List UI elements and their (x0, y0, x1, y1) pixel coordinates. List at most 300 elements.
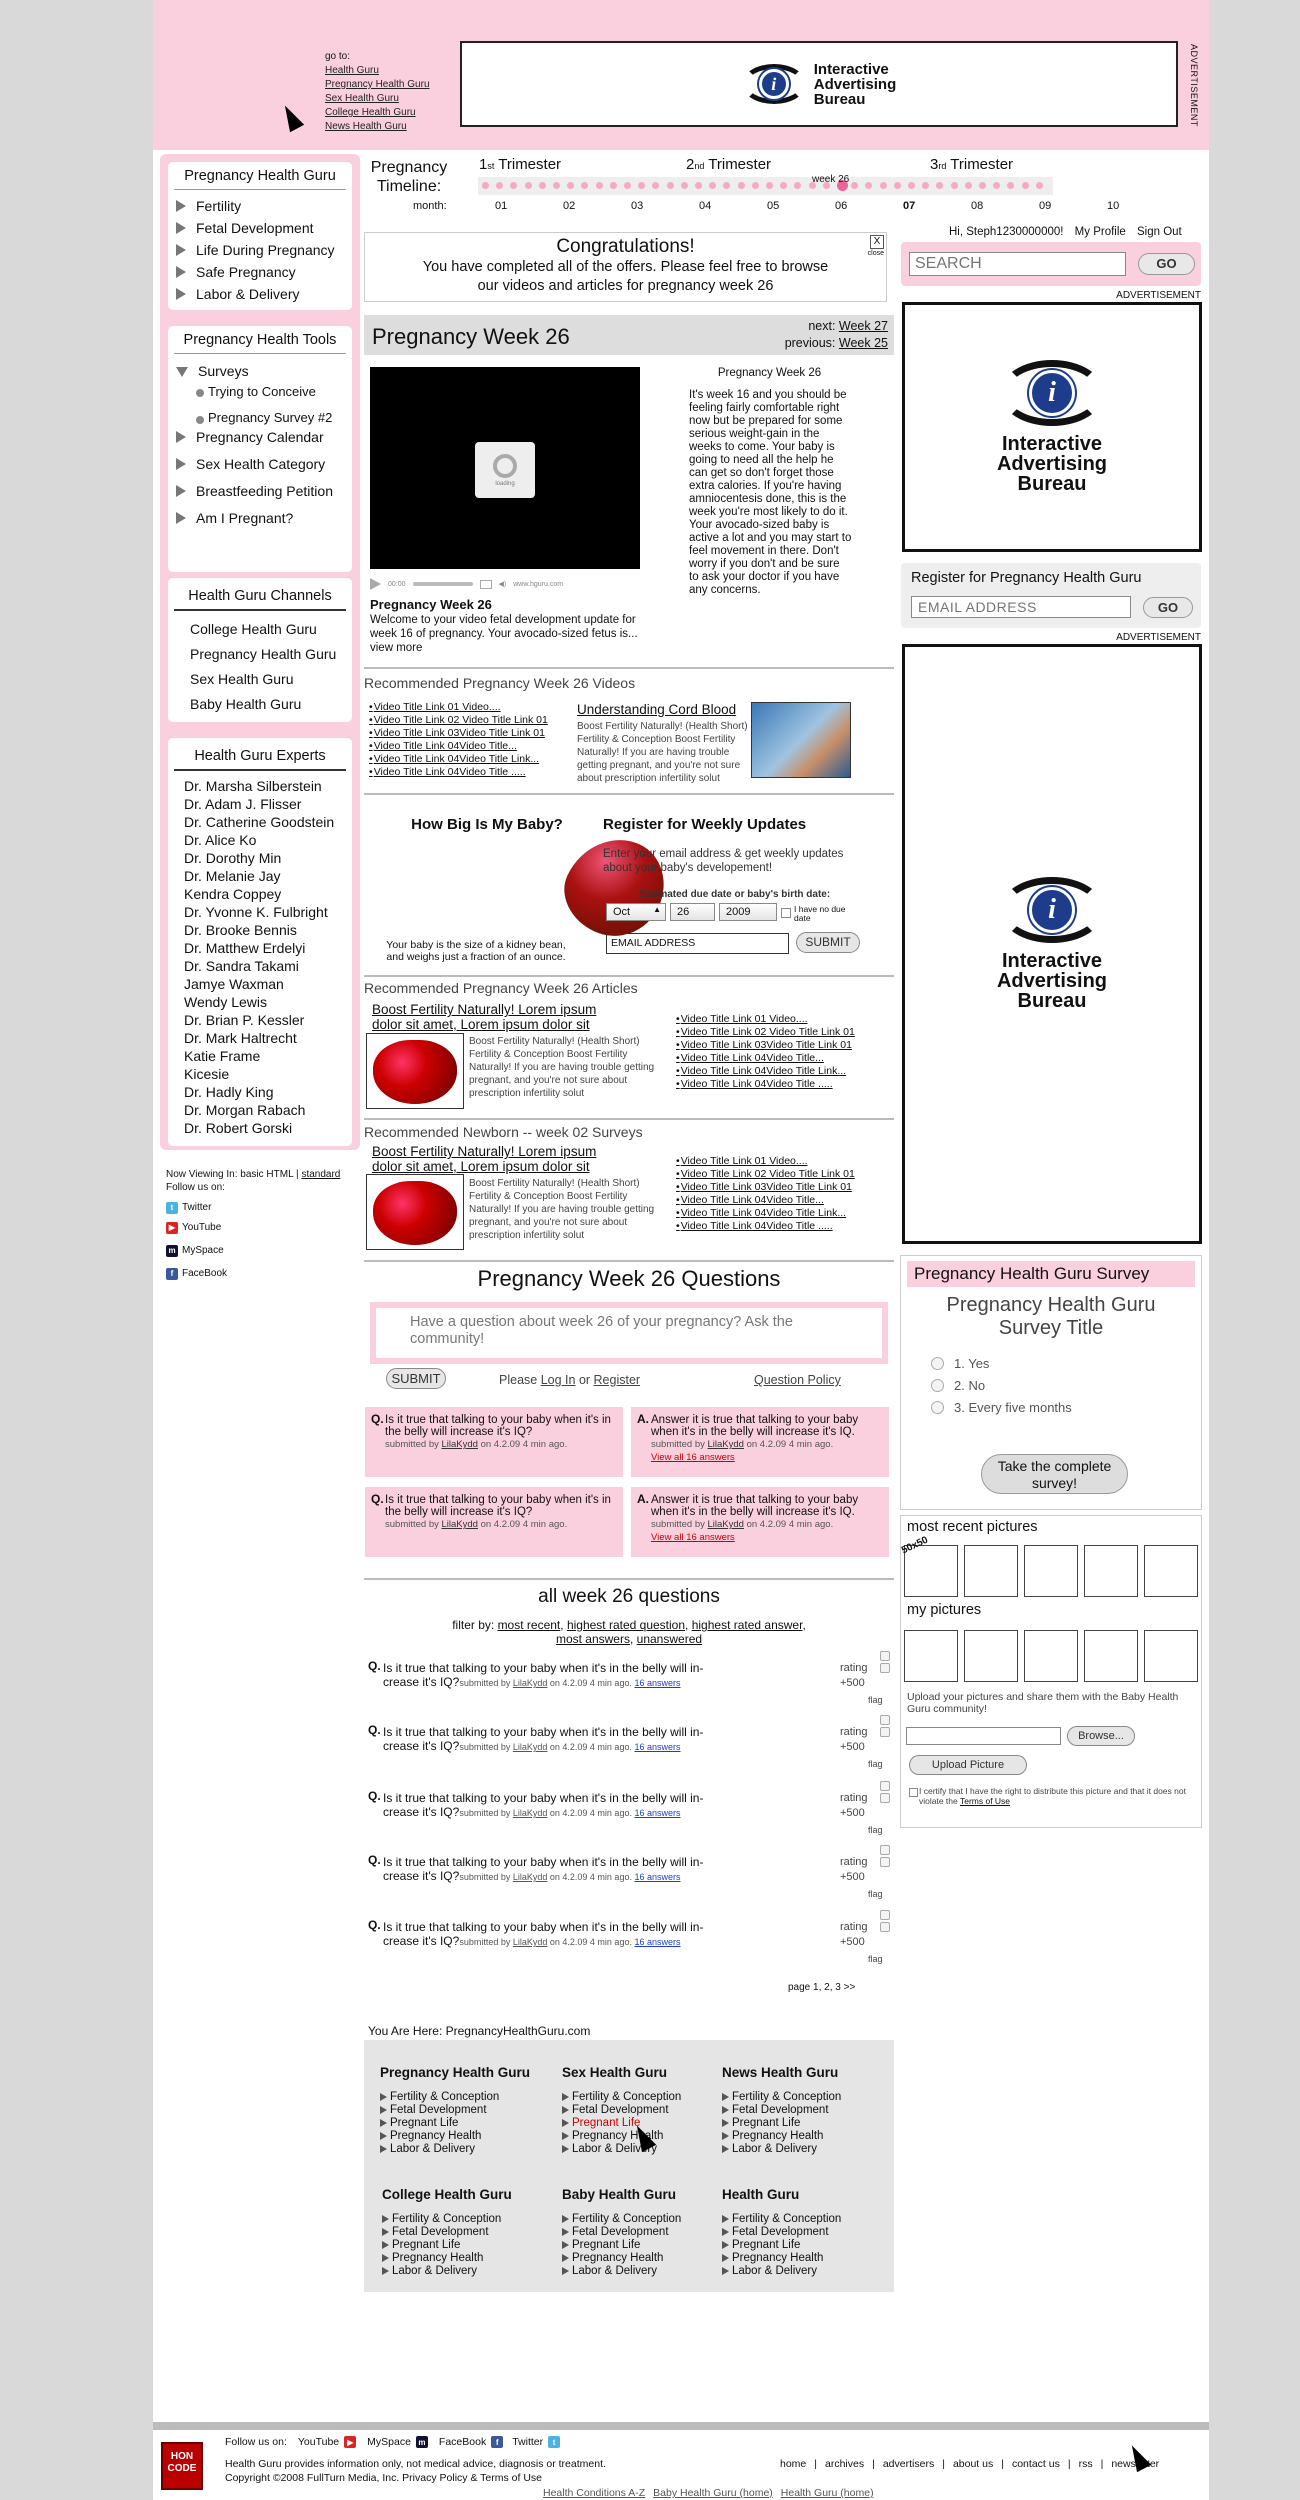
sitemap-column-title[interactable]: Pregnancy Health Guru (380, 2065, 531, 2080)
video-title-link[interactable]: • Video Title Link 02 Video Title Link 01 (676, 1026, 855, 1039)
sitemap-link[interactable]: Fertility & Conception (380, 2091, 530, 2104)
my-picture[interactable] (904, 1630, 958, 1682)
weekly-email-input[interactable]: EMAIL ADDRESS (606, 933, 789, 954)
video-player[interactable] (370, 367, 640, 569)
video-seek-bar[interactable] (413, 582, 473, 586)
sitemap-link[interactable]: Fetal Development (722, 2104, 841, 2117)
question-row[interactable] (364, 1918, 894, 1978)
goto-link-health-guru[interactable]: Health Guru (325, 65, 379, 76)
sitemap-link[interactable]: Fetal Development (382, 2226, 512, 2239)
answers-link[interactable]: 16 answers (634, 1742, 681, 1752)
file-input[interactable] (906, 1727, 1061, 1745)
question-row-title[interactable]: Is it true that talking to your baby when it's in the belly will in-crease it's IQ? (383, 1855, 704, 1883)
question-row[interactable] (364, 1853, 894, 1913)
sitemap-link[interactable]: Pregnancy Health (562, 2252, 681, 2265)
video-title-link[interactable]: • Video Title Link 03Video Title Link 01 (676, 1181, 855, 1194)
user-link[interactable]: LilaKydd (512, 1742, 548, 1752)
user-link[interactable]: LilaKydd (512, 1872, 548, 1882)
week-dot[interactable] (851, 182, 858, 189)
sitemap-column-title[interactable]: College Health Guru (382, 2187, 512, 2202)
week-dot[interactable] (908, 182, 915, 189)
rec-article-feature-title[interactable]: Boost Fertility Naturally! Lorem ipsum dolor sit amet, Lorem ipsum dolor sit (372, 1002, 597, 1032)
sitemap-link[interactable]: Pregnancy Health (722, 2130, 841, 2143)
upload-picture-button[interactable]: Upload Picture (909, 1755, 1027, 1775)
standard-link[interactable]: standard (301, 1169, 341, 1180)
hon-code-logo[interactable]: HON CODE (161, 2442, 203, 2490)
week-dot[interactable] (624, 182, 631, 189)
answers-link[interactable]: 16 answers (634, 1808, 681, 1818)
take-survey-button[interactable]: Take the complete survey! (981, 1454, 1128, 1494)
radio-icon[interactable] (931, 1357, 944, 1370)
trimester-1[interactable]: 1st Trimester (479, 156, 562, 173)
breadcrumb: You Are Here: PregnancyHealthGuru.com (368, 2024, 591, 2038)
goto-link-news[interactable]: News Health Guru (325, 121, 407, 132)
video-site: www.hguru.com (513, 580, 564, 588)
sitemap-link[interactable]: Pregnancy Health (562, 2130, 681, 2143)
sitemap-link[interactable]: Labor & Delivery (380, 2143, 530, 2156)
channel-college[interactable]: College Health Guru (190, 621, 317, 637)
vote-up-icon[interactable] (880, 1715, 890, 1725)
week-dot[interactable] (738, 182, 745, 189)
video-title-link[interactable]: • Video Title Link 04Video Title Link... (369, 753, 548, 766)
month-number[interactable]: 01 (495, 200, 508, 212)
prev-week-link[interactable]: Week 25 (838, 336, 888, 350)
filter-most-recent[interactable]: most recent (497, 1618, 561, 1632)
expert-link[interactable]: Dr. Brooke Bennis (184, 922, 297, 938)
my-pictures-title: my pictures (907, 1602, 982, 1618)
week-dot[interactable] (567, 182, 574, 189)
answers-link[interactable]: 16 answers (634, 1937, 681, 1947)
user-link[interactable]: LilaKydd (512, 1937, 548, 1947)
upload-text: Upload your pictures and share them with the Baby Health Guru community! (907, 1691, 1179, 1715)
month-number[interactable]: 02 (563, 200, 576, 212)
week-dot[interactable] (794, 182, 801, 189)
footer-link[interactable]: contact us (1011, 2458, 1060, 2470)
sitemap-link[interactable]: Labor & Delivery (722, 2143, 841, 2156)
sitemap-link[interactable]: Labor & Delivery (562, 2265, 681, 2278)
sitemap-link[interactable]: Fetal Development (380, 2104, 530, 2117)
week-dot[interactable] (482, 182, 489, 189)
user-greeting: Hi, Steph1230000000! (949, 226, 1064, 238)
sitemap-link[interactable]: Pregnant Life (722, 2239, 841, 2252)
month-number[interactable]: 04 (699, 200, 712, 212)
apple-thumbnail[interactable] (366, 1033, 464, 1109)
submitted-when: on 4.2.09 4 min ago. (743, 1519, 834, 1530)
nav-item-labor[interactable]: Labor & Delivery (168, 283, 352, 305)
week-article-text: It's week 16 and you should be feeling fairly comfortable right now but be prepared for some serious weight-gain in the weeks to come. Your baby is going to need all the help he can get so don't forget those extra calories. If you're having amniocentesis done, this is the week you're most likely to do it. Your avocado-sized baby is active a lot and you may start to feel movement in there. Don't worry if you don't and be sure to ask your doctor if you have any concerns. (689, 389, 852, 596)
filter-unanswered[interactable]: unanswered (636, 1632, 703, 1646)
week-dot[interactable] (581, 182, 588, 189)
expert-link[interactable]: Dr. Morgan Rabach (184, 1102, 306, 1118)
video-title-link[interactable]: • Video Title Link 02 Video Title Link 01 (369, 714, 548, 727)
answer-card[interactable] (631, 1407, 889, 1477)
triangle-right-icon (176, 200, 186, 212)
question-row-title[interactable]: Is it true that talking to your baby when it's in the belly will in-crease it's IQ? (383, 1920, 704, 1948)
nav-item-fertility[interactable]: Fertility (168, 195, 352, 217)
flag-link[interactable]: flag (868, 1695, 883, 1705)
footer-bar (153, 2422, 1209, 2430)
search-input[interactable] (909, 252, 1126, 276)
question-row[interactable] (364, 1723, 894, 1783)
vote-down-icon[interactable] (880, 1793, 890, 1803)
nav-item-life[interactable]: Life During Pregnancy (168, 239, 352, 261)
my-picture[interactable] (1024, 1630, 1078, 1682)
sitemap-link[interactable]: Fertility & Conception (722, 2213, 841, 2226)
week-dot[interactable] (865, 182, 872, 189)
flag-link[interactable]: flag (868, 1954, 883, 1964)
video-title-link[interactable]: • Video Title Link 03Video Title Link 01 (369, 727, 548, 740)
footer-bottom-link[interactable]: Baby Health Guru (home) (653, 2487, 773, 2499)
footer-link[interactable]: rss (1078, 2458, 1093, 2470)
sitemap-link[interactable]: Pregnancy Health (722, 2252, 841, 2265)
question-row-title[interactable]: Is it true that talking to your baby when it's in the belly will in-crease it's IQ? (383, 1725, 704, 1753)
question-row[interactable] (364, 1789, 894, 1849)
vote-up-icon[interactable] (880, 1781, 890, 1791)
tool-am-i-pregnant[interactable]: Am I Pregnant? (168, 507, 352, 529)
footer-follow: Follow us on: YouTube ▶ MySpace m FaceBook f Twitter t (225, 2436, 560, 2448)
social-myspace[interactable]: m MySpace (166, 1244, 340, 1257)
sitemap-column-title[interactable]: News Health Guru (722, 2065, 839, 2080)
volume-icon[interactable]: ◀) (498, 581, 507, 588)
answer-card[interactable] (631, 1487, 889, 1557)
trimester-3[interactable]: 3rd Trimester (930, 156, 1014, 173)
week-dot[interactable] (638, 182, 645, 189)
footer-youtube-link[interactable]: YouTube (297, 2436, 340, 2448)
close-icon[interactable]: X (870, 235, 884, 249)
sitemap-link[interactable]: Pregnancy Health (380, 2130, 530, 2143)
question-submit-button[interactable]: SUBMIT (386, 1368, 446, 1389)
week-dot[interactable] (596, 182, 603, 189)
view-all-answers-link[interactable]: View all 16 answers (651, 1452, 735, 1463)
week-dot[interactable] (525, 182, 532, 189)
survey-option-2[interactable]: 2. No (931, 1378, 985, 1393)
expert-link[interactable]: Dr. Adam J. Flisser (184, 796, 302, 812)
month-number[interactable]: 07 (903, 200, 916, 212)
footer-links (780, 2458, 1159, 2470)
expert-link[interactable]: Kicesie (184, 1066, 230, 1082)
video-title-link[interactable]: • Video Title Link 04Video Title ..... (676, 1220, 855, 1233)
expert-link[interactable]: Kendra Coppey (184, 886, 282, 902)
footer-bottom-link[interactable]: Health Conditions A-Z (543, 2487, 646, 2499)
pagination[interactable]: page 1, 2, 3 >> (788, 1982, 856, 1993)
sitemap-link[interactable]: Fetal Development (562, 2226, 681, 2239)
play-icon[interactable] (370, 578, 381, 590)
sitemap-link[interactable]: Fertility & Conception (562, 2091, 681, 2104)
recent-picture[interactable] (899, 1534, 958, 1597)
question-row-text (383, 1725, 728, 1754)
footer-myspace-link[interactable]: MySpace (367, 2436, 411, 2448)
tool-sub-survey2[interactable]: Pregnancy Survey #2 (168, 409, 352, 426)
recent-picture[interactable] (1024, 1545, 1078, 1597)
week-dot[interactable] (695, 182, 702, 189)
tool-sub-trying[interactable]: Trying to Conceive (168, 382, 352, 401)
submitted-by (651, 1439, 833, 1450)
fullscreen-icon[interactable] (480, 580, 492, 589)
answers-link[interactable]: 16 answers (634, 1872, 681, 1882)
expert-link[interactable]: Dr. Catherine Goodstein (184, 814, 335, 830)
vote-down-icon[interactable] (880, 1727, 890, 1737)
filter-highest-rated-answer[interactable]: highest rated answer (691, 1618, 803, 1632)
expert-link[interactable]: Jamye Waxman (184, 976, 284, 992)
week-dot[interactable] (880, 182, 887, 189)
header-ad-banner[interactable] (460, 41, 1178, 127)
sitemap-link[interactable]: Fetal Development (722, 2226, 841, 2239)
video-title-link[interactable]: • Video Title Link 04Video Title ..... (676, 1078, 855, 1091)
terms-link[interactable]: Terms of Use (959, 1796, 1011, 1806)
goto-link-college[interactable]: College Health Guru (325, 107, 416, 118)
certify-checkbox[interactable] (909, 1788, 918, 1797)
question-input[interactable]: Have a question about week 26 of your pregnancy? Ask the community! (376, 1308, 882, 1358)
video-title-link[interactable]: • Video Title Link 02 Video Title Link 01 (676, 1168, 855, 1181)
user-link[interactable]: LilaKydd (441, 1519, 478, 1530)
vote-down-icon[interactable] (880, 1857, 890, 1867)
register-email-input[interactable] (911, 596, 1131, 618)
answers-link[interactable]: 16 answers (634, 1678, 681, 1688)
footer-copyright: Copyright ©2008 FullTurn Media, Inc. Privacy Policy & Terms of Use (225, 2472, 543, 2484)
ad-box-skyscraper[interactable] (902, 644, 1202, 1244)
sitemap-column-title[interactable]: Baby Health Guru (562, 2187, 677, 2202)
flag-link[interactable]: flag (868, 1889, 883, 1899)
user-link[interactable]: LilaKydd (707, 1519, 744, 1530)
sitemap-link[interactable]: Labor & Delivery (722, 2265, 841, 2278)
expert-link[interactable]: Dr. Yvonne K. Fulbright (184, 904, 328, 920)
sitemap-column (382, 2188, 512, 2278)
flag-link[interactable]: flag (868, 1759, 883, 1769)
week-dot[interactable] (496, 182, 503, 189)
week-dot[interactable] (709, 182, 716, 189)
expert-link[interactable]: Dr. Alice Ko (184, 832, 257, 848)
week-dot[interactable] (780, 182, 787, 189)
questions-title: Pregnancy Week 26 Questions (477, 1266, 781, 1291)
month-number[interactable]: 05 (767, 200, 780, 212)
video-title-link[interactable]: • Video Title Link 04Video Title... (369, 740, 548, 753)
sitemap-link[interactable]: Fertility & Conception (382, 2213, 512, 2226)
rating-score: +500 (840, 1871, 865, 1883)
week-dot[interactable] (553, 182, 560, 189)
video-title-link[interactable]: • Video Title Link 04Video Title Link... (676, 1207, 855, 1220)
my-picture[interactable] (1084, 1630, 1138, 1682)
week-dot[interactable] (610, 182, 617, 189)
filter-most-answers[interactable]: most answers (555, 1632, 630, 1646)
expert-link[interactable]: Dr. Matthew Erdelyi (184, 940, 306, 956)
ad-box-medium-rectangle[interactable] (902, 302, 1202, 552)
tool-calendar[interactable]: Pregnancy Calendar (168, 426, 352, 448)
vote-up-icon[interactable] (880, 1845, 890, 1855)
sitemap-link[interactable]: Pregnant Life (380, 2117, 530, 2130)
expert-link[interactable]: Dr. Hadly King (184, 1084, 274, 1100)
sitemap-link[interactable]: Pregnancy Health (382, 2252, 512, 2265)
vote-up-icon[interactable] (880, 1651, 890, 1661)
iab-text: Interactive Advertising Bureau (996, 950, 1108, 1012)
sitemap-column-title[interactable]: Health Guru (722, 2187, 800, 2202)
expert-link[interactable]: Dr. Mark Haltrecht (184, 1030, 297, 1046)
nav-item-fetal[interactable]: Fetal Development (168, 217, 352, 239)
divider (364, 793, 894, 795)
due-year-select[interactable]: 2009 (719, 903, 777, 921)
trimester-2[interactable]: 2nd Trimester (686, 156, 772, 173)
separator: | (942, 2458, 945, 2470)
no-due-date-checkbox[interactable] (781, 908, 791, 918)
register-link[interactable]: Register (593, 1373, 641, 1387)
user-link[interactable]: LilaKydd (441, 1439, 478, 1450)
sitemap-column-title[interactable]: Sex Health Guru (562, 2065, 668, 2080)
vote-down-icon[interactable] (880, 1663, 890, 1673)
video-title-link[interactable]: • Video Title Link 04Video Title Link... (676, 1065, 855, 1078)
certify-text: I certify that I have the right to distribute this picture and that it does not violate the Terms of Use (919, 1786, 1186, 1806)
video-title-link[interactable]: • Video Title Link 04Video Title... (676, 1194, 855, 1207)
channel-pregnancy[interactable]: Pregnancy Health Guru (190, 646, 337, 662)
rec-video-feature-title[interactable]: Understanding Cord Blood (577, 702, 737, 717)
q-marker: Q. (371, 1412, 384, 1426)
rec-newborn-feature-title[interactable]: Boost Fertility Naturally! Lorem ipsum dolor sit amet, Lorem ipsum dolor sit (372, 1144, 597, 1174)
register-go-button[interactable]: GO (1143, 597, 1193, 618)
goto-link-sex[interactable]: Sex Health Guru (325, 93, 399, 104)
month-number[interactable]: 06 (835, 200, 848, 212)
sitemap-link[interactable]: Pregnant Life (382, 2239, 512, 2252)
expert-link[interactable]: Dr. Melanie Jay (184, 868, 281, 884)
vote-up-icon[interactable] (880, 1910, 890, 1920)
question-row[interactable] (364, 1659, 894, 1719)
video-title-link[interactable]: • Video Title Link 04Video Title ..... (369, 766, 548, 779)
week-dot[interactable] (894, 182, 901, 189)
my-picture[interactable] (964, 1630, 1018, 1682)
next-week-link[interactable]: Week 27 (838, 319, 888, 333)
sitemap-link[interactable]: Pregnant Life (722, 2117, 841, 2130)
tools-box (168, 326, 352, 572)
footer-link[interactable]: archives (825, 2458, 865, 2470)
month-number[interactable]: 09 (1039, 200, 1052, 212)
channel-sex[interactable]: Sex Health Guru (190, 671, 294, 687)
week-dot[interactable] (652, 182, 659, 189)
vote-down-icon[interactable] (880, 1922, 890, 1932)
social-youtube[interactable]: ▶ YouTube (166, 1221, 340, 1234)
week-dot[interactable] (936, 182, 943, 189)
my-profile-link[interactable]: My Profile (1074, 226, 1126, 238)
tool-breastfeeding[interactable]: Breastfeeding Petition (168, 480, 352, 502)
sitemap-link[interactable]: Labor & Delivery (562, 2143, 681, 2156)
video-title-link[interactable]: • Video Title Link 01 Video.... (676, 1155, 855, 1168)
week-dot[interactable] (922, 182, 929, 189)
sign-out-link[interactable]: Sign Out (1137, 226, 1182, 238)
weekly-submit-button[interactable]: SUBMIT (796, 932, 860, 953)
recent-picture[interactable] (1084, 1545, 1138, 1597)
expert-link[interactable]: Dr. Marsha Silberstein (184, 778, 322, 794)
question-card[interactable] (365, 1407, 623, 1477)
survey-option-1[interactable]: 1. Yes (931, 1356, 989, 1371)
week-dot[interactable] (681, 182, 688, 189)
expert-link[interactable]: Katie Frame (184, 1048, 261, 1064)
user-link[interactable]: LilaKydd (512, 1678, 548, 1688)
radio-icon[interactable] (931, 1379, 944, 1392)
sitemap-link[interactable]: Pregnant Life (562, 2117, 681, 2130)
week-dot[interactable] (1036, 182, 1043, 189)
my-picture[interactable] (1144, 1630, 1198, 1682)
filter-highest-rated-question[interactable]: highest rated question (566, 1618, 686, 1632)
apple-thumbnail[interactable] (366, 1174, 464, 1250)
sitemap-link[interactable]: Labor & Delivery (382, 2265, 512, 2278)
sitemap-link[interactable]: Fertility & Conception (562, 2213, 681, 2226)
tool-surveys[interactable]: Surveys (168, 360, 352, 382)
play-button[interactable]: loading (475, 442, 535, 498)
goto-link-pregnancy[interactable]: Pregnancy Health Guru (325, 79, 430, 90)
search-go-button[interactable]: GO (1138, 253, 1195, 275)
sitemap-link[interactable]: Fertility & Conception (722, 2091, 841, 2104)
week-dot[interactable] (766, 182, 773, 189)
month-number[interactable]: 08 (971, 200, 984, 212)
expert-link[interactable]: Dr. Sandra Takami (184, 958, 299, 974)
expert-link[interactable]: Dr. Dorothy Min (184, 850, 282, 866)
survey-option-3[interactable]: 3. Every five months (931, 1400, 1072, 1415)
week-dot[interactable] (539, 182, 546, 189)
week-dot[interactable] (667, 182, 674, 189)
week-dot[interactable] (1022, 182, 1029, 189)
week-dot[interactable] (752, 182, 759, 189)
footer-link[interactable]: advertisers (882, 2458, 935, 2470)
month-number[interactable]: 03 (631, 200, 644, 212)
user-link[interactable]: LilaKydd (707, 1439, 744, 1450)
current-week-label: week 26 (812, 174, 850, 185)
timeline-week-bar[interactable] (478, 177, 1053, 195)
due-day-select[interactable]: 26 (670, 903, 715, 921)
week-dot[interactable] (951, 182, 958, 189)
flag-link[interactable]: flag (868, 1825, 883, 1835)
question-row-title[interactable]: Is it true that talking to your baby when it's in the belly will in-crease it's IQ? (383, 1791, 704, 1819)
view-more-link[interactable]: view more (370, 642, 423, 654)
video-title-link[interactable]: • Video Title Link 04Video Title... (676, 1052, 855, 1065)
video-title-link[interactable]: • Video Title Link 03Video Title Link 01 (676, 1039, 855, 1052)
social-facebook[interactable]: f FaceBook (166, 1267, 340, 1280)
social-twitter[interactable]: t Twitter (166, 1201, 340, 1214)
expert-link[interactable]: Wendy Lewis (184, 994, 268, 1010)
divider (364, 975, 894, 977)
browse-button[interactable]: Browse... (1067, 1726, 1135, 1746)
footer-link[interactable]: home (780, 2458, 807, 2470)
footer-link[interactable]: about us (952, 2458, 994, 2470)
login-link[interactable]: Log In (540, 1373, 576, 1387)
due-month-select[interactable]: Oct ▲ (606, 903, 666, 921)
week-dot[interactable] (993, 182, 1000, 189)
week-dot[interactable] (510, 182, 517, 189)
footer-twitter-link[interactable]: Twitter (512, 2436, 544, 2448)
radio-icon[interactable] (931, 1401, 944, 1414)
nav-item-safe[interactable]: Safe Pregnancy (168, 261, 352, 283)
week-dot[interactable] (1007, 182, 1014, 189)
recent-picture[interactable] (964, 1545, 1018, 1597)
cord-blood-thumbnail[interactable] (751, 702, 851, 778)
week-dot[interactable] (723, 182, 730, 189)
question-card[interactable] (365, 1487, 623, 1557)
week-dot[interactable] (979, 182, 986, 189)
channel-baby[interactable]: Baby Health Guru (190, 696, 302, 712)
question-row-title[interactable]: Is it true that talking to your baby when it's in the belly will in-crease it's IQ? (383, 1661, 704, 1689)
video-title-link[interactable]: • Video Title Link 01 Video.... (369, 701, 548, 714)
video-title-link[interactable]: • Video Title Link 01 Video.... (676, 1013, 855, 1026)
tool-sex-health[interactable]: Sex Health Category (168, 453, 352, 475)
expert-link[interactable]: Dr. Brian P. Kessler (184, 1012, 305, 1028)
expert-link[interactable]: Dr. Robert Gorski (184, 1120, 293, 1136)
month-number[interactable]: 10 (1107, 200, 1120, 212)
footer-facebook-link[interactable]: FaceBook (438, 2436, 487, 2448)
user-link[interactable]: LilaKydd (512, 1808, 548, 1818)
week-dot[interactable] (965, 182, 972, 189)
sitemap-link[interactable]: Fetal Development (562, 2104, 681, 2117)
recent-picture[interactable] (1144, 1545, 1198, 1597)
question-policy-link[interactable]: Question Policy (754, 1373, 841, 1387)
view-all-answers-link[interactable]: View all 16 answers (651, 1532, 735, 1543)
footer-link[interactable]: newsletter (1111, 2458, 1160, 2470)
sitemap-link[interactable]: Pregnant Life (562, 2239, 681, 2252)
footer-bottom-link[interactable]: Health Guru (home) (780, 2487, 874, 2499)
